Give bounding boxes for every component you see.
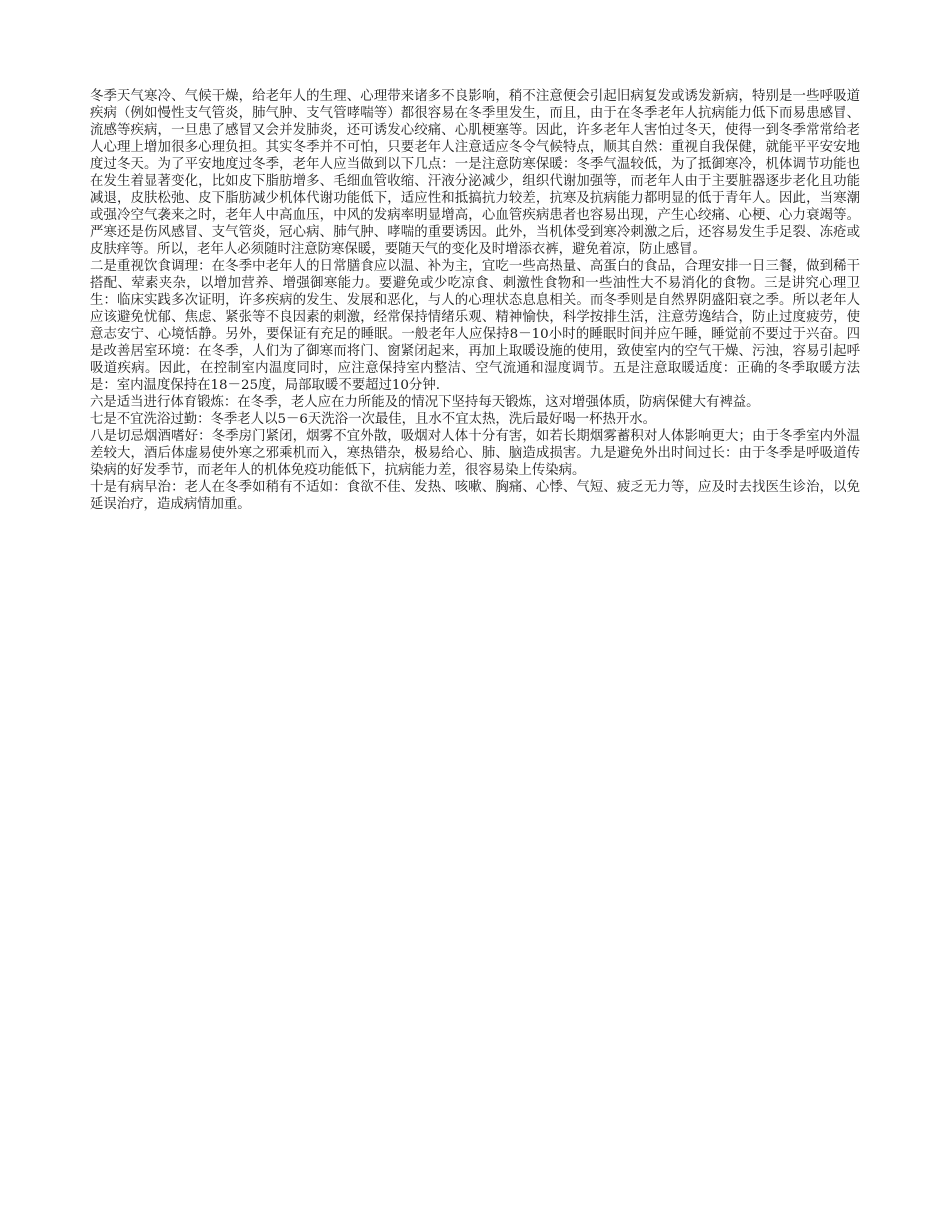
- paragraph-early-treatment: 十是有病早治：老人在冬季如稍有不适如：食欲不佳、发热、咳嗽、胸痛、心悸、气短、疲乏无力等，应及时去找医生诊治，以免延误治疗，造成病情加重。: [90, 480, 860, 512]
- paragraph-diet-mind-room-heating: 二是重视饮食调理：在冬季中老年人的日常膳食应以温、补为主，宜吃一些高热量、高蛋白的食品，合理安排一日三餐，做到稀干搭配、荤素夹杂，以增加营养、增强御寒能力。要避免或少吃凉食、刺激性食物和一些油性大不易消化的食物。三是讲究心理卫生：临床实践多次证明，许多疾病的发生、发展和恶化，与人的心理状态息息相关。而冬季则是自然界阴盛阳衰之季。所以老年人应该避免忧郁、焦虑、紧张等不良因素的刺激，经常保持情绪乐观、精神愉快，科学按排生活，注意劳逸结合，防止过度疲劳，使意志安宁、心境恬静。另外，要保证有充足的睡眠。一般老年人应保持8－10小时的睡眠时间并应午睡，睡觉前不要过于兴奋。四是改善居室环境：在冬季，人们为了御寒而将门、窗紧闭起来，再加上取暖设施的使用，致使室内的空气干燥、污浊，容易引起呼吸道疾病。因此，在控制室内温度同时，应注意保持室内整洁、空气流通和湿度调节。五是注意取暖适度：正确的冬季取暖方法是：室内温度保持在18－25度，局部取暖不要超过10分钟.: [90, 259, 860, 393]
- paragraph-winter-cold-protection: 冬季天气寒冷、气候干燥，给老年人的生理、心理带来诸多不良影响，稍不注意便会引起旧病复发或诱发新病，特别是一些呼吸道疾病（例如慢性支气管炎，肺气肿、支气管哮喘等）都很容易在冬季里发生，而且，由于在冬季老年人抗病能力低下而易患感冒、流感等疾病，一旦患了感冒又会并发肺炎，还可诱发心绞痛、心肌梗塞等。因此，许多老年人害怕过冬天，使得一到冬季常常给老人心理上增加很多心理负担。其实冬季并不可怕，只要老年人注意适应冬令气候特点，顺其自然：重视自我保健，就能平平安安地度过冬天。为了平安地度过冬季，老年人应当做到以下几点：一是注意防寒保暖：冬季气温较低，为了抵御寒冷，机体调节功能也在发生着显著变化，比如皮下脂肪增多、毛细血管收缩、汗液分泌减少，组织代谢加强等，而老年人由于主要脏器逐步老化且功能减退，皮肤松弛、皮下脂肪减少机体代谢功能低下，适应性和抵搞抗力较差，抗寒及抗病能力都明显的低于青年人。因此，当寒潮或强冷空气袭来之时，老年人中高血压，中风的发病率明显增高，心血管疾病患者也容易出现，产生心绞痛、心梗、心力衰竭等。严寒还是伤风感冒、支气管炎，冠心病、肺气肿、哮喘的重要诱因。此外，当机体受到寒冷刺激之后，还容易发生手足裂、冻疮或皮肤痒等。所以，老年人必须随时注意防寒保暖，要随天气的变化及时增添衣裤，避免着凉，防止感冒。: [90, 89, 860, 257]
- paragraph-exercise: 六是适当进行体育锻炼：在冬季，老人应在力所能及的情况下坚持每天锻炼，这对增强体质，防病保健大有裨益。: [90, 395, 760, 410]
- paragraph-bathing: 七是不宜洗浴过勤：冬季老人以5－6天洗浴一次最佳，且水不宜太热，洗后最好喝一杯热开水。: [90, 412, 657, 427]
- paragraph-smoking-drinking: 八是切忌烟酒嗜好：冬季房门紧闭，烟雾不宜外散，吸烟对人体十分有害，如若长期烟雾蓄积对人体影响更大；由于冬季室内外温差较大，酒后体虚易使外寒之邪乘机而入，寒热错杂，极易给心、肺、脑造成损害。九是避免外出时间过长：由于冬季是呼吸道传染病的好发季节，而老年人的机体免疫功能低下，抗病能力差，很容易染上传染病。: [90, 429, 860, 478]
- document-body: [90, 88, 860, 513]
